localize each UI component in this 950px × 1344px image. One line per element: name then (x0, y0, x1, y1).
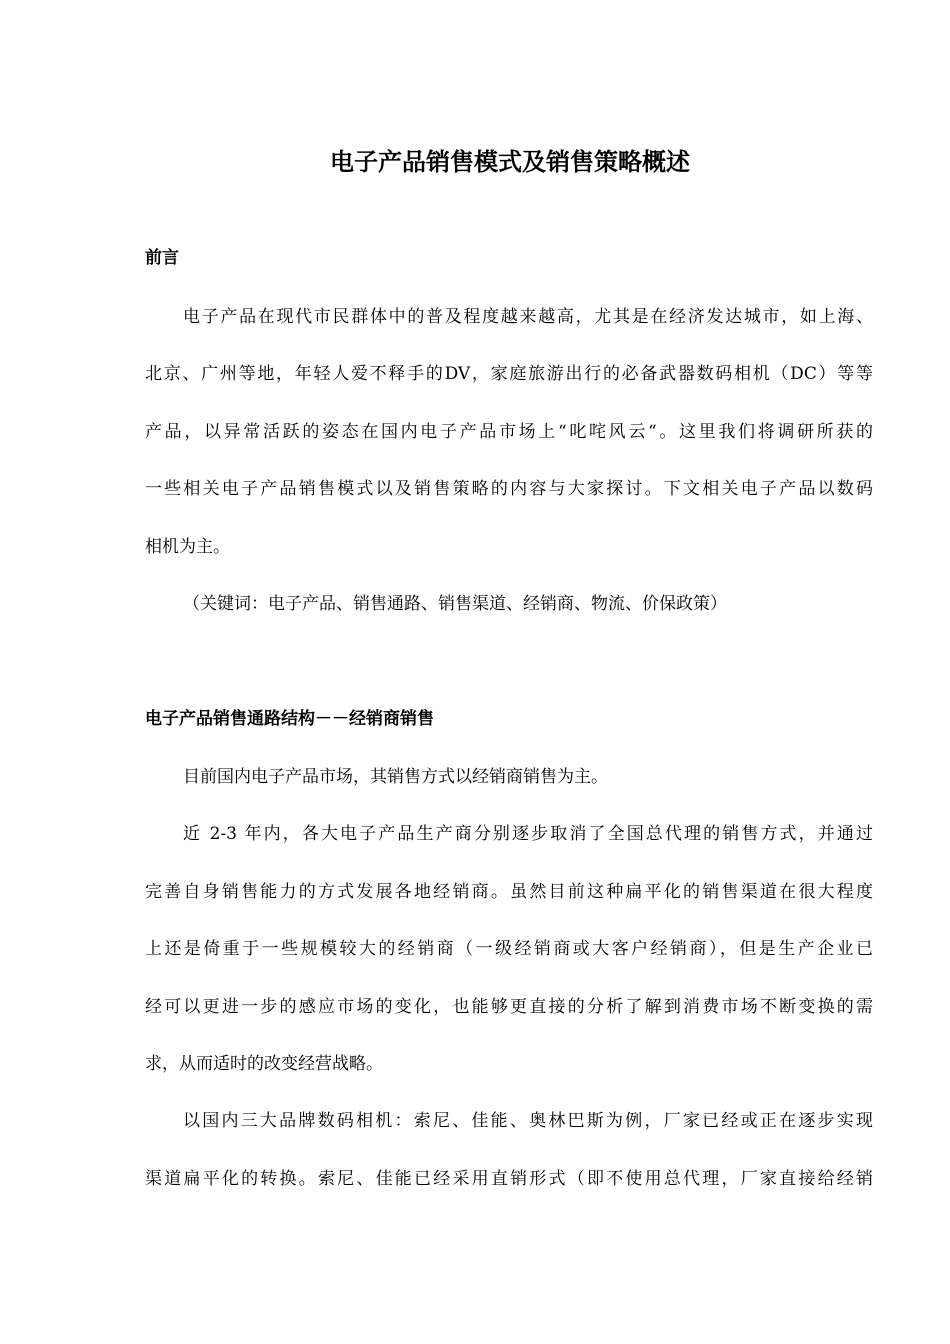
document-title: 电子产品销售模式及销售策略概述 (330, 148, 690, 176)
preface-paragraph-line: 一些相关电子产品销售模式以及销售策略的内容与大家探讨。下文相关电子产品以数码 (145, 479, 873, 499)
channel-paragraph-3-line: 渠道扁平化的转换。索尼、佳能已经采用直销形式（即不使用总代理，厂家直接给经销 (145, 1169, 873, 1189)
channel-paragraph-2-line: 上还是倚重于一些规模较大的经销商（一级经销商或大客户经销商），但是生产企业已 (145, 939, 873, 959)
channel-structure-heading: 电子产品销售通路结构－－经销商销售 (145, 709, 434, 729)
preface-heading: 前言 (145, 248, 179, 268)
channel-paragraph-1: 目前国内电子产品市场，其销售方式以经销商销售为主。 (183, 767, 608, 787)
channel-paragraph-2-line: 经可以更进一步的感应市场的变化，也能够更直接的分析了解到消费市场不断变换的需 (145, 997, 873, 1017)
channel-paragraph-2-line: 近 2-3 年内，各大电子产品生产商分别逐步取消了全国总代理的销售方式，并通过 (183, 824, 873, 844)
keywords-line: （关键词：电子产品、销售通路、销售渠道、经销商、物流、价保政策） (183, 594, 727, 614)
channel-paragraph-2-line: 完善自身销售能力的方式发展各地经销商。虽然目前这种扁平化的销售渠道在很大程度 (145, 882, 873, 902)
preface-paragraph-line: 相机为主。 (145, 537, 230, 557)
preface-paragraph-line: 北京、广州等地，年轻人爱不释手的DV，家庭旅游出行的必备武器数码相机（DC）等等 (145, 364, 873, 384)
channel-paragraph-3-line: 以国内三大品牌数码相机：索尼、佳能、奥林巴斯为例，厂家已经或正在逐步实现 (183, 1111, 873, 1131)
preface-paragraph-line: 电子产品在现代市民群体中的普及程度越来越高，尤其是在经济发达城市，如上海、 (183, 307, 873, 327)
preface-paragraph-line: 产品，以异常活跃的姿态在国内电子产品市场上“叱咤风云“。这里我们将调研所获的 (145, 422, 873, 442)
channel-paragraph-2-line: 求，从而适时的改变经营战略。 (145, 1054, 383, 1074)
